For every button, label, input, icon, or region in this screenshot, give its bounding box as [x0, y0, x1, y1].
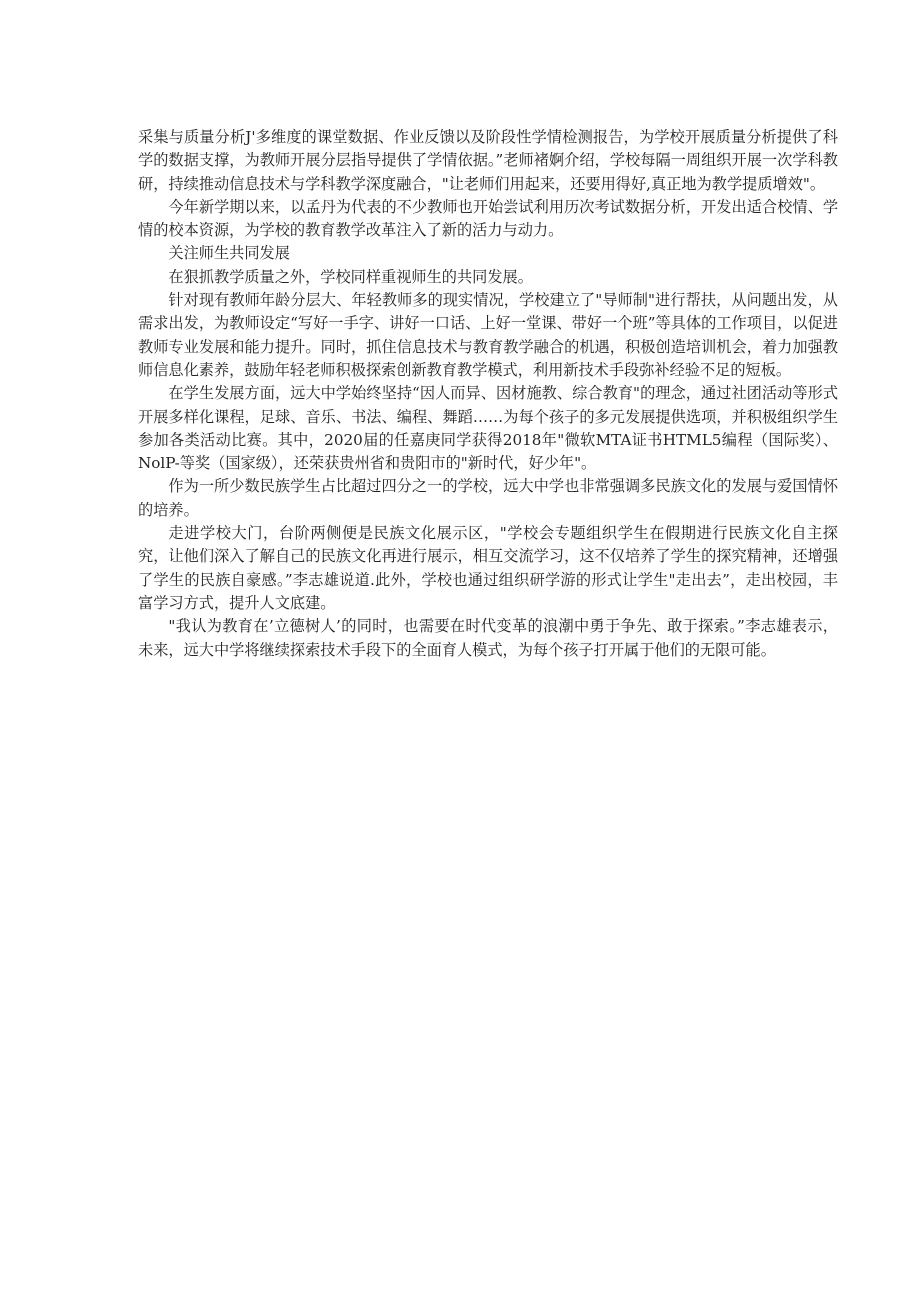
paragraph-common-development: 在狠抓教学质量之外，学校同样重视师生的共同发展。	[168, 267, 533, 286]
paragraph-closing-quote: "我认为教育在’立德树人’的同时，也需要在时代变革的浪潮中勇于争先、敢于探索。”李志雄表示，未来，远大中学将继续探索技术手段下的全面育人模式，为每个孩子打开属于他们的无限可能。	[138, 617, 838, 659]
paragraph-student-development: 在学生发展方面，远大中学始终坚持“因人而异、因材施教、综合教育"的理念，通过社团活动等形式开展多样化课程，足球、音乐、书法、编程、舞蹈……为每个孩子的多元发展提供选项，并积极组织学生参加各类活动比赛。其中，2020届的任嘉庚同学获得2018年"微软MTA证书HTML5编程（国际奖）、NolP-等奖（国家级），还荣获贵州省和贵阳市的"新时代，好少年"。	[138, 384, 838, 473]
section-heading-teacher-student-development: 关注师生共同发展	[168, 244, 290, 263]
paragraph-ethnic-culture: 作为一所少数民族学生占比超过四分之一的学校，远大中学也非常强调多民族文化的发展与爱国情怀的培养。	[138, 477, 838, 519]
paragraph-culture-exhibition: 走进学校大门，台阶两侧便是民族文化展示区，"学校会专题组织学生在假期进行民族文化自主探究，让他们深入了解自己的民族文化再进行展示，相互交流学习，这不仅培养了学生的探究精神，还增强了学生的民族自豪感。”李志雄说道.此外，学校也通过组织研学游的形式让学生"走出去”，走出校园，丰富学习方式，提升人文底建。	[138, 524, 838, 612]
paragraph-quality-analysis: 采集与质量分析J'多维度的课堂数据、作业反馈以及阶段性学情检测报告，为学校开展质量分析提供了科学的数据支撑，为教师开展分层指导提供了学情依据。”老师褚婀介绍，学校每隔一周组织开展一次学科教研，持续推动信息技术与学科教学深度融合，"让老师们用起来，还要用得好,真正地为教学提质增效"。	[138, 128, 838, 193]
paragraph-new-semester: 今年新学期以来，以孟丹为代表的不少教师也开始尝试利用历次考试数据分析，开发出适合校情、学情的校本资源，为学校的教育教学改革注入了新的活力与动力。	[138, 197, 838, 240]
paragraph-mentor-system: 针对现有教师年龄分层大、年轻教师多的现实情况，学校建立了"导师制"进行帮扶，从问题出发，从需求出发，为教师设定“写好一手字、讲好一口话、上好一堂课、带好一个班”等具体的工作项目，以促进教师专业发展和能力提升。同时，抓住信息技术与教育教学融合的机遇，积极创造培训机会，着力加强教师信息化素养，鼓励年轻老师积极探索创新教育教学模式，利用新技术手段弥补经验不足的短板。	[138, 291, 838, 379]
document-page	[138, 126, 838, 662]
